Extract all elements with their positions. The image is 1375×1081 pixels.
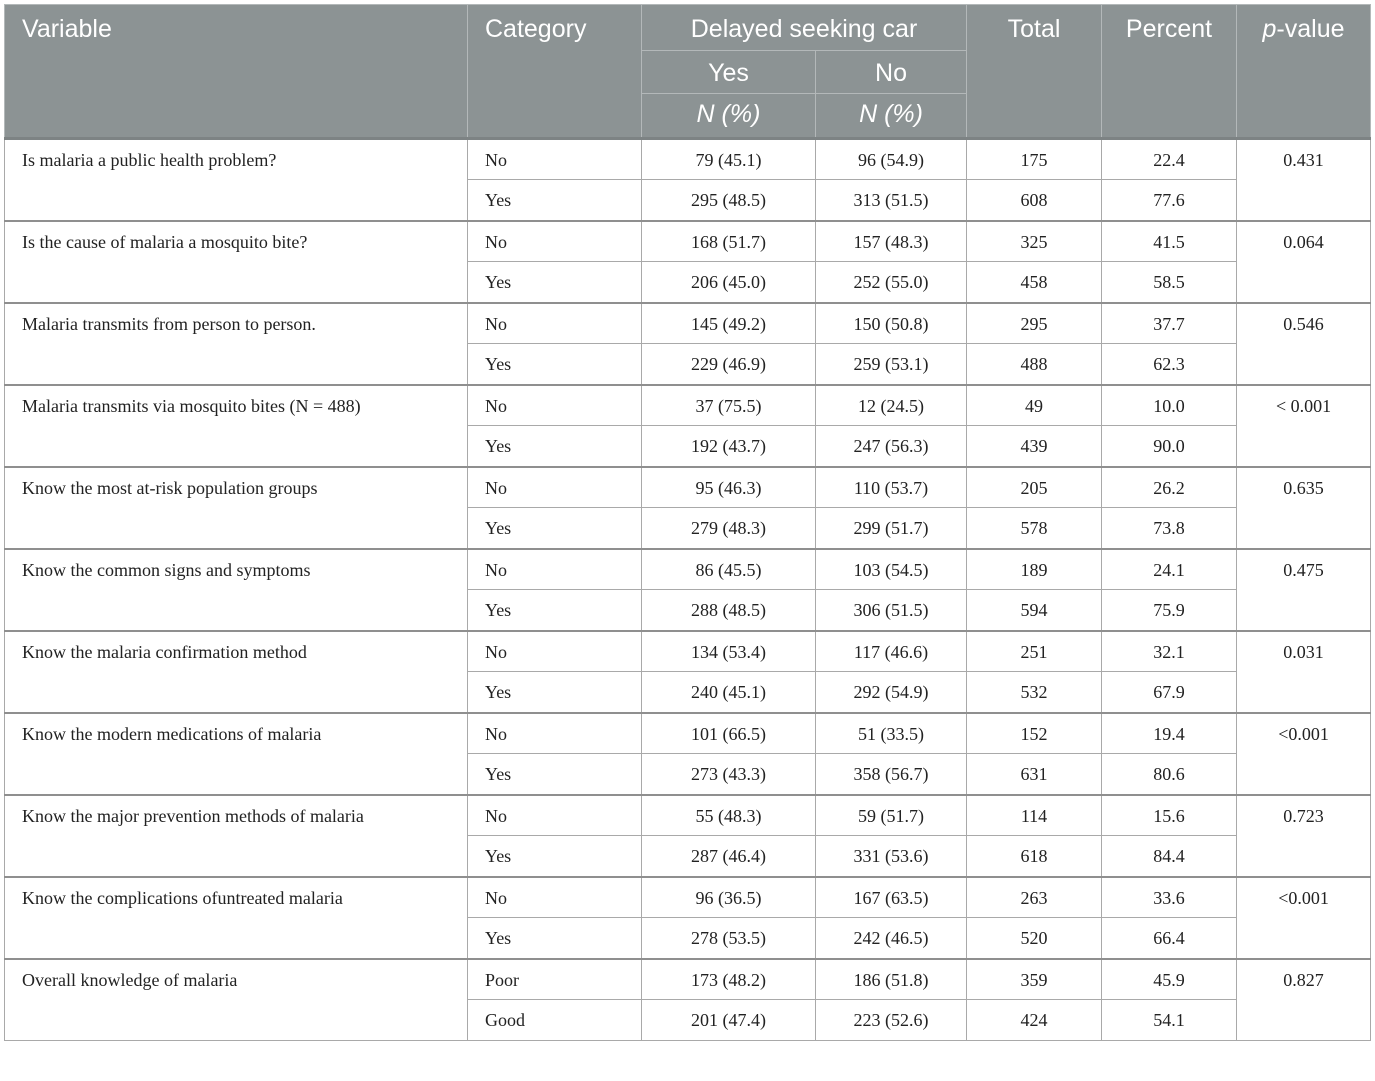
category-cell: Yes [468,590,642,631]
no-count-cell: 51 (33.5) [816,713,967,754]
p-value-cell: 0.723 [1237,795,1371,877]
category-cell: No [468,467,642,508]
percent-cell: 77.6 [1102,180,1237,221]
no-count-cell: 299 (51.7) [816,508,967,549]
no-count-cell: 59 (51.7) [816,795,967,836]
total-cell: 618 [967,836,1102,877]
no-count-cell: 292 (54.9) [816,672,967,713]
total-cell: 532 [967,672,1102,713]
p-value-cell: 0.546 [1237,303,1371,385]
total-cell: 175 [967,139,1102,180]
table-body [5,139,1371,1041]
header-p-value [1237,5,1371,139]
yes-count-cell: 295 (48.5) [642,180,816,221]
no-count-cell: 331 (53.6) [816,836,967,877]
header-category: Category [468,5,642,139]
total-cell: 205 [967,467,1102,508]
category-cell: Yes [468,918,642,959]
variable-cell: Know the malaria confirmation method [5,631,468,713]
no-count-cell: 12 (24.5) [816,385,967,426]
percent-cell: 45.9 [1102,959,1237,1000]
total-cell: 520 [967,918,1102,959]
total-cell: 458 [967,262,1102,303]
header-yes: Yes [642,50,816,94]
percent-cell: 90.0 [1102,426,1237,467]
p-value-cell: < 0.001 [1237,385,1371,467]
yes-count-cell: 101 (66.5) [642,713,816,754]
table-row [5,877,1371,918]
percent-cell: 33.6 [1102,877,1237,918]
total-cell: 325 [967,221,1102,262]
p-value-cell: <0.001 [1237,877,1371,959]
percent-cell: 26.2 [1102,467,1237,508]
percent-cell: 80.6 [1102,754,1237,795]
header-percent: Percent [1102,5,1237,139]
p-value-cell: 0.475 [1237,549,1371,631]
no-count-cell: 259 (53.1) [816,344,967,385]
variable-cell: Overall knowledge of malaria [5,959,468,1041]
total-cell: 631 [967,754,1102,795]
variable-cell: Malaria transmits via mosquito bites (N = 488) [5,385,468,467]
category-cell: Good [468,1000,642,1041]
variable-cell: Malaria transmits from person to person. [5,303,468,385]
header-yes-n-pct: N (%) [642,94,816,139]
no-count-cell: 96 (54.9) [816,139,967,180]
no-count-cell: 103 (54.5) [816,549,967,590]
table-row [5,549,1371,590]
p-value-cell: 0.031 [1237,631,1371,713]
table-row [5,303,1371,344]
percent-cell: 22.4 [1102,139,1237,180]
category-cell: No [468,713,642,754]
total-cell: 114 [967,795,1102,836]
table-row [5,221,1371,262]
p-value-cell: 0.431 [1237,139,1371,221]
yes-count-cell: 168 (51.7) [642,221,816,262]
percent-cell: 15.6 [1102,795,1237,836]
p-value-cell: 0.827 [1237,959,1371,1041]
percent-cell: 67.9 [1102,672,1237,713]
yes-count-cell: 55 (48.3) [642,795,816,836]
header-total: Total [967,5,1102,139]
table-row [5,385,1371,426]
percent-cell: 73.8 [1102,508,1237,549]
yes-count-cell: 95 (46.3) [642,467,816,508]
table-row [5,795,1371,836]
percent-cell: 19.4 [1102,713,1237,754]
total-cell: 189 [967,549,1102,590]
no-count-cell: 167 (63.5) [816,877,967,918]
yes-count-cell: 229 (46.9) [642,344,816,385]
no-count-cell: 306 (51.5) [816,590,967,631]
table-row [5,139,1371,180]
percent-cell: 37.7 [1102,303,1237,344]
header-variable: Variable [5,5,468,139]
no-count-cell: 358 (56.7) [816,754,967,795]
yes-count-cell: 134 (53.4) [642,631,816,672]
total-cell: 424 [967,1000,1102,1041]
category-cell: Yes [468,262,642,303]
yes-count-cell: 192 (43.7) [642,426,816,467]
percent-cell: 41.5 [1102,221,1237,262]
total-cell: 578 [967,508,1102,549]
category-cell: Yes [468,754,642,795]
category-cell: No [468,631,642,672]
yes-count-cell: 240 (45.1) [642,672,816,713]
category-cell: Yes [468,508,642,549]
variable-cell: Know the most at-risk population groups [5,467,468,549]
yes-count-cell: 86 (45.5) [642,549,816,590]
total-cell: 295 [967,303,1102,344]
percent-cell: 58.5 [1102,262,1237,303]
no-count-cell: 242 (46.5) [816,918,967,959]
total-cell: 359 [967,959,1102,1000]
yes-count-cell: 173 (48.2) [642,959,816,1000]
no-count-cell: 157 (48.3) [816,221,967,262]
category-cell: No [468,139,642,180]
knowledge-table [4,4,1371,1041]
header-no-n-pct: N (%) [816,94,967,139]
yes-count-cell: 206 (45.0) [642,262,816,303]
percent-cell: 75.9 [1102,590,1237,631]
percent-cell: 84.4 [1102,836,1237,877]
category-cell: Yes [468,672,642,713]
variable-cell: Is the cause of malaria a mosquito bite? [5,221,468,303]
yes-count-cell: 279 (48.3) [642,508,816,549]
percent-cell: 62.3 [1102,344,1237,385]
yes-count-cell: 201 (47.4) [642,1000,816,1041]
yes-count-cell: 287 (46.4) [642,836,816,877]
total-cell: 439 [967,426,1102,467]
percent-cell: 10.0 [1102,385,1237,426]
variable-cell: Know the common signs and symptoms [5,549,468,631]
no-count-cell: 223 (52.6) [816,1000,967,1041]
variable-cell: Know the modern medications of malaria [5,713,468,795]
category-cell: No [468,385,642,426]
no-count-cell: 247 (56.3) [816,426,967,467]
total-cell: 608 [967,180,1102,221]
header-delayed-seeking-care: Delayed seeking car [642,5,967,51]
no-count-cell: 252 (55.0) [816,262,967,303]
table-row [5,631,1371,672]
variable-cell: Is malaria a public health problem? [5,139,468,221]
no-count-cell: 313 (51.5) [816,180,967,221]
variable-cell: Know the major prevention methods of malaria [5,795,468,877]
p-value-cell: <0.001 [1237,713,1371,795]
no-count-cell: 117 (46.6) [816,631,967,672]
no-count-cell: 110 (53.7) [816,467,967,508]
total-cell: 152 [967,713,1102,754]
p-symbol: p [1262,15,1277,43]
no-count-cell: 186 (51.8) [816,959,967,1000]
category-cell: Yes [468,180,642,221]
category-cell: No [468,795,642,836]
category-cell: No [468,303,642,344]
yes-count-cell: 145 (49.2) [642,303,816,344]
total-cell: 251 [967,631,1102,672]
percent-cell: 66.4 [1102,918,1237,959]
category-cell: Yes [468,836,642,877]
yes-count-cell: 273 (43.3) [642,754,816,795]
p-value-suffix: -value [1276,15,1345,43]
p-value-cell: 0.635 [1237,467,1371,549]
percent-cell: 32.1 [1102,631,1237,672]
total-cell: 488 [967,344,1102,385]
no-count-cell: 150 (50.8) [816,303,967,344]
category-cell: No [468,549,642,590]
yes-count-cell: 96 (36.5) [642,877,816,918]
table-row [5,959,1371,1000]
table-row [5,467,1371,508]
total-cell: 263 [967,877,1102,918]
percent-cell: 54.1 [1102,1000,1237,1041]
category-cell: Yes [468,344,642,385]
variable-cell: Know the complications ofuntreated malaria [5,877,468,959]
category-cell: No [468,221,642,262]
yes-count-cell: 79 (45.1) [642,139,816,180]
category-cell: Yes [468,426,642,467]
category-cell: No [468,877,642,918]
yes-count-cell: 288 (48.5) [642,590,816,631]
category-cell: Poor [468,959,642,1000]
yes-count-cell: 278 (53.5) [642,918,816,959]
table-row [5,713,1371,754]
p-value-cell: 0.064 [1237,221,1371,303]
total-cell: 49 [967,385,1102,426]
total-cell: 594 [967,590,1102,631]
percent-cell: 24.1 [1102,549,1237,590]
header-no: No [816,50,967,94]
yes-count-cell: 37 (75.5) [642,385,816,426]
